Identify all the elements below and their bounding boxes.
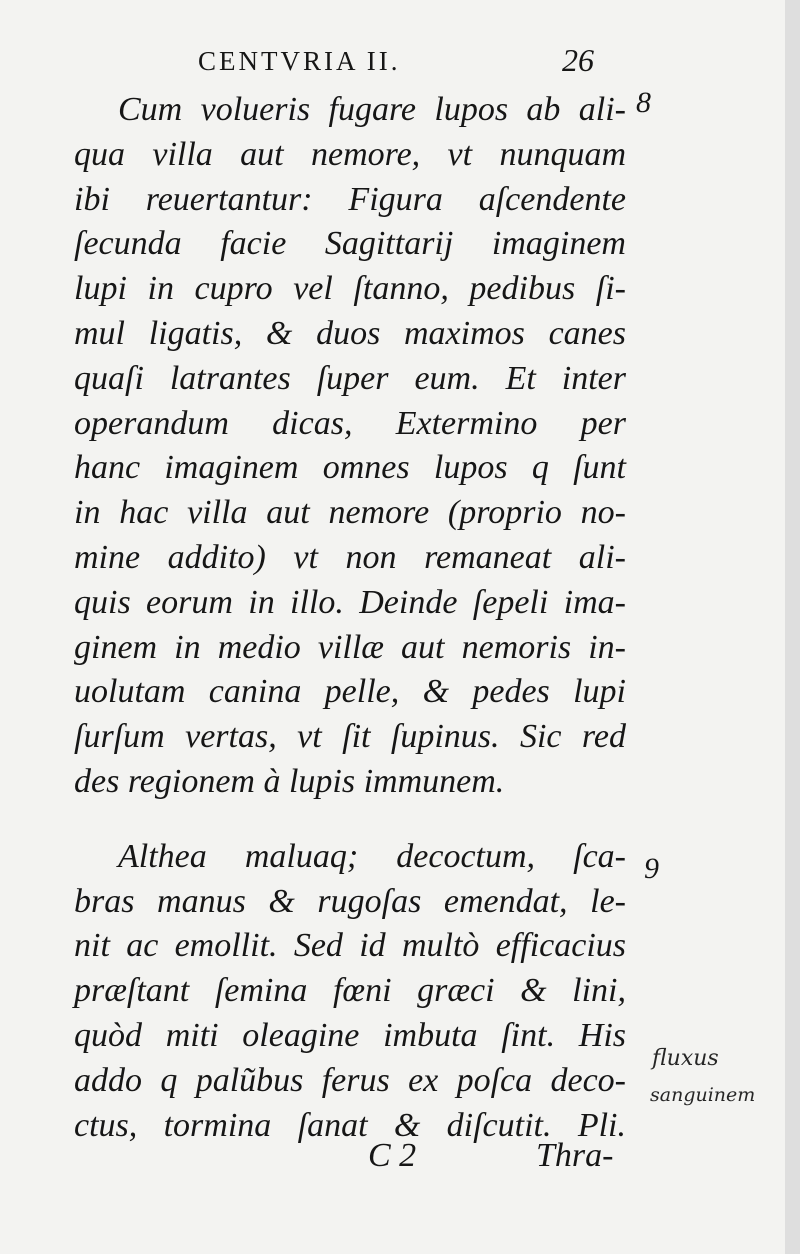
- text-line: ſurſum vertas, vt ſit ſupinus. Sic red: [74, 718, 626, 756]
- text-line: uolutam canina pelle, & pedes lupi: [74, 673, 626, 711]
- text-line: ſecunda facie Sagittarij imaginem: [74, 225, 626, 263]
- text-line: ctus, tormina ſanat & diſcutit. Pli.: [74, 1106, 626, 1144]
- main-text: [74, 88, 626, 1148]
- margin-number: 9: [644, 852, 659, 885]
- text-line: qua villa aut nemore, vt nunquam: [74, 135, 626, 173]
- text-line: hanc imaginem omnes lupos q ſunt: [74, 449, 626, 487]
- text-line: mul ligatis, & duos maximos canes: [74, 314, 626, 352]
- text-line: bras manus & rugoſas emendat, le-: [74, 882, 626, 920]
- text-line: des regionem à lupis immunem.: [74, 762, 505, 800]
- page-edge: [785, 0, 800, 1254]
- text-line: in hac villa aut nemore (proprio no-: [74, 494, 626, 532]
- running-title: CENTVRIA II.: [198, 46, 401, 76]
- text-line: Althea maluaq; decoctum, ſca-: [118, 837, 626, 875]
- text-line: operandum dicas, Extermino per: [74, 404, 626, 442]
- text-line: ibi reuertantur: Figura aſcendente: [74, 180, 626, 218]
- text-line: præſtant ſemina fœni græci & lini,: [74, 972, 626, 1010]
- text-line: addo q palũbus ferus ex poſca deco-: [74, 1061, 626, 1099]
- signature-mark: C 2: [368, 1137, 417, 1174]
- catchword: Thra-: [536, 1137, 614, 1174]
- text-line: quaſi latrantes ſuper eum. Et inter: [74, 359, 626, 397]
- page-number: 26: [562, 42, 594, 78]
- text-line: Cum volueris fugare lupos ab ali-: [118, 91, 626, 128]
- handwritten-note: fluxus: [652, 1046, 719, 1071]
- page-footer: [0, 1137, 800, 1187]
- margin-number: 8: [636, 86, 651, 119]
- paragraph-gap: [74, 805, 626, 835]
- text-line: quòd miti oleagine imbuta ſint. His: [74, 1016, 626, 1054]
- page-header: [0, 42, 800, 82]
- text-line: nit ac emollit. Sed id multò efficacius: [74, 927, 626, 965]
- text-line: mine addito) vt non remaneat ali-: [74, 538, 626, 576]
- text-line: lupi in cupro vel ſtanno, pedibus ſi-: [74, 270, 626, 308]
- handwritten-note: sanguinem: [650, 1084, 756, 1106]
- text-line: ginem in medio villæ aut nemoris in-: [74, 628, 626, 666]
- text-line: quis eorum in illo. Deinde ſepeli ima-: [74, 583, 626, 621]
